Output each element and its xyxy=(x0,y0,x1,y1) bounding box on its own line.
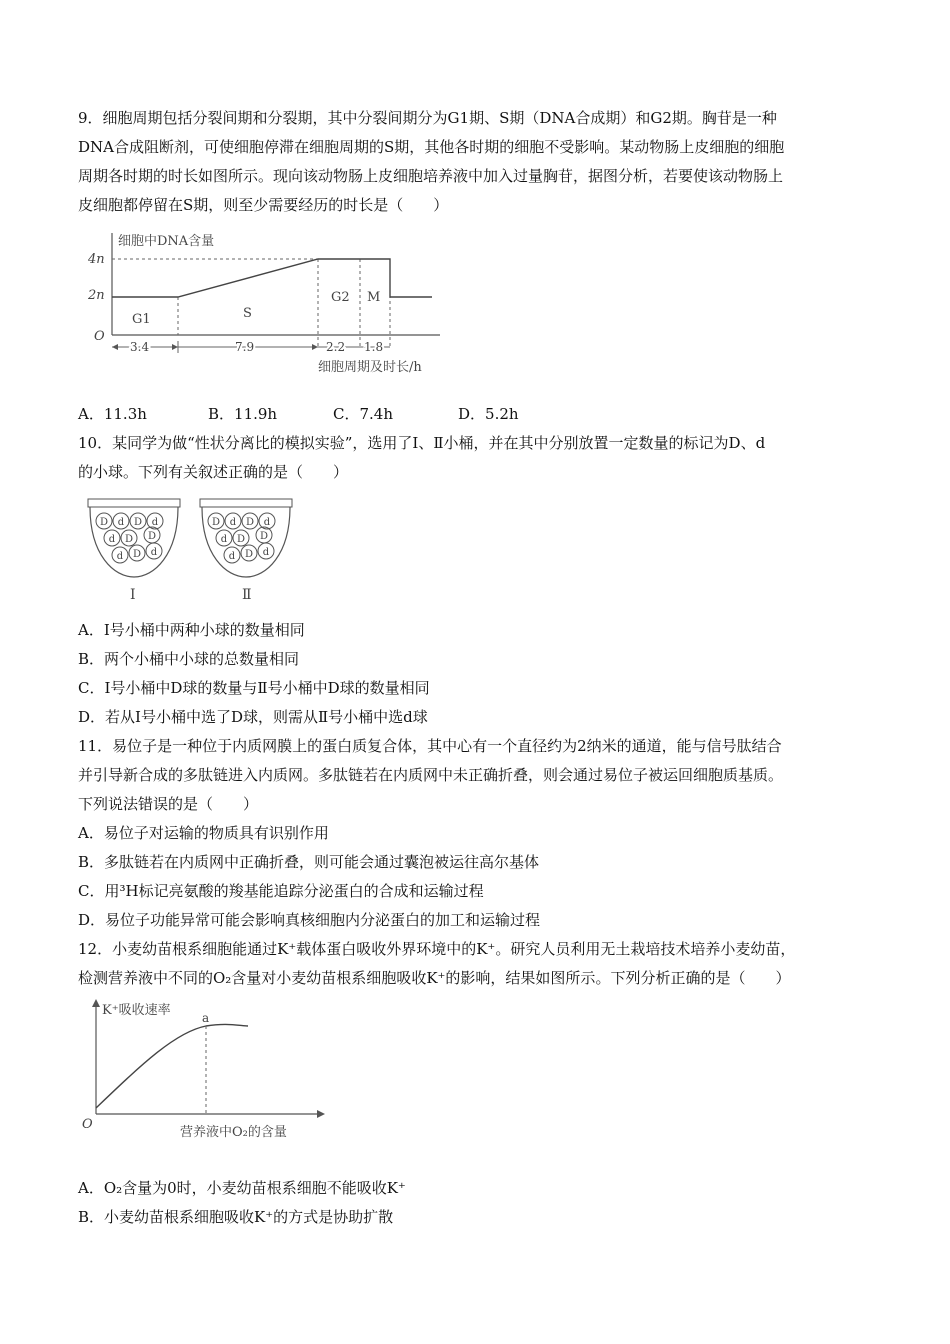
q9-option-c[interactable]: C．7.4h xyxy=(333,405,393,423)
q9-option-d[interactable]: D．5.2h xyxy=(458,405,519,423)
b1-ball: D xyxy=(99,517,109,528)
q11-line-2: 并引导新合成的多肽链进入内质网。多肽链若在内质网中未正确折叠，则会通过易位子被运回细胞质基质。 xyxy=(78,766,784,784)
q9-option-a[interactable]: A．11.3h xyxy=(78,405,147,423)
bucket-1 xyxy=(88,499,180,603)
buckets-figure xyxy=(84,495,304,607)
b2-ball: D xyxy=(244,549,254,560)
phase-g1: G1 xyxy=(132,312,151,327)
k-x-arrow xyxy=(317,1110,325,1118)
q9-option-b[interactable]: B．11.9h xyxy=(208,405,278,423)
phase-m: M xyxy=(367,290,381,305)
b1-ball: D xyxy=(124,534,134,545)
b1-ball: d xyxy=(117,517,125,528)
arrow-g1-right xyxy=(172,344,178,350)
bucket-2-rim xyxy=(200,499,292,507)
y-label-origin: O xyxy=(94,329,105,344)
q11-option-b[interactable]: B．多肽链若在内质网中正确折叠，则可能会通过囊泡被运往高尔基体 xyxy=(78,853,540,871)
q11-option-d[interactable]: D．易位子功能异常可能会影响真核细胞内分泌蛋白的加工和运输过程 xyxy=(78,911,541,929)
b1-ball: D xyxy=(147,531,157,542)
b2-ball: d xyxy=(263,517,271,528)
b2-ball: D xyxy=(259,531,269,542)
arrow-left xyxy=(112,344,118,350)
b1-ball: d xyxy=(151,517,159,528)
q9-line-4: 皮细胞都停留在S期，则至少需要经历的时长是（ ） xyxy=(78,196,449,214)
q9-line-3: 周期各时期的时长如图所示。现向该动物肠上皮细胞培养液中加入过量胸苷，据图分析，若要使该动物肠上 xyxy=(78,167,784,185)
b1-ball: d xyxy=(116,551,124,562)
duration-s: 7.9 xyxy=(235,340,255,354)
b2-ball: D xyxy=(211,517,221,528)
q12-option-b[interactable]: B．小麦幼苗根系细胞吸收K⁺的方式是协助扩散 xyxy=(78,1208,394,1226)
q9-line-2: DNA合成阻断剂，可使细胞停滞在细胞周期的S期，其他各时期的细胞不受影响。某动物肠上皮细胞的细胞 xyxy=(78,138,785,156)
y-label-4n: 4n xyxy=(88,252,105,267)
y-label-2n: 2n xyxy=(88,288,105,303)
q11-line-1: 11．易位子是一种位于内质网膜上的蛋白质复合体，其中心有一个直径约为2纳米的通道，能与信号肽结合 xyxy=(78,737,782,755)
q10-option-a[interactable]: A．Ⅰ号小桶中两种小球的数量相同 xyxy=(78,621,305,639)
bucket-2-label: Ⅱ xyxy=(242,587,252,603)
b2-ball: d xyxy=(220,534,228,545)
k-xlabel: 营养液中O₂的含量 xyxy=(180,1125,287,1140)
duration-g1: 3.4 xyxy=(130,340,150,354)
b1-ball: d xyxy=(108,534,116,545)
phase-s: S xyxy=(243,306,252,321)
k-curve xyxy=(96,1024,248,1108)
dna-content-chart xyxy=(80,225,460,385)
b1-ball: D xyxy=(133,517,143,528)
chart9-title: 细胞中DNA含量 xyxy=(118,234,215,249)
k-ylabel: K⁺吸收速率 xyxy=(102,1003,171,1018)
bucket-1-label: Ⅰ xyxy=(130,587,136,603)
q11-option-c[interactable]: C．用³H标记亮氨酸的羧基能追踪分泌蛋白的合成和运输过程 xyxy=(78,882,484,900)
q12-line-1: 12．小麦幼苗根系细胞能通过K⁺载体蛋白吸收外界环境中的K⁺。研究人员利用无土栽培技术培养小麦幼苗， xyxy=(78,940,796,958)
q10-option-d[interactable]: D．若从Ⅰ号小桶中选了D球，则需从Ⅱ号小桶中选d球 xyxy=(78,708,428,726)
phase-g2: G2 xyxy=(331,290,350,305)
arrow-s-right xyxy=(312,344,318,350)
k-point-a: a xyxy=(202,1011,210,1025)
b2-ball: d xyxy=(262,547,270,558)
q9-line-1: 9．细胞周期包括分裂间期和分裂期，其中分裂间期分为G1期、S期（DNA合成期）和G2期。胸苷是一种 xyxy=(78,109,777,127)
b2-ball: d xyxy=(228,551,236,562)
dna-curve xyxy=(112,259,432,297)
q11-option-a[interactable]: A．易位子对运输的物质具有识别作用 xyxy=(78,824,329,842)
b2-ball: d xyxy=(229,517,237,528)
b2-ball: D xyxy=(236,534,246,545)
q12-line-2: 检测营养液中不同的O₂含量对小麦幼苗根系细胞吸收K⁺的影响，结果如图所示。下列分析正确的是（ ） xyxy=(78,969,791,987)
q10-line-1: 10．某同学为做“性状分离比的模拟实验”，选用了Ⅰ、Ⅱ小桶，并在其中分别放置一定数量的标记为D、d xyxy=(78,434,766,452)
q10-option-b[interactable]: B．两个小桶中小球的总数量相同 xyxy=(78,650,300,668)
duration-m: 1.8 xyxy=(364,340,384,354)
q10-option-c[interactable]: C．Ⅰ号小桶中D球的数量与Ⅱ号小桶中D球的数量相同 xyxy=(78,679,430,697)
q12-option-a[interactable]: A．O₂含量为0时，小麦幼苗根系细胞不能吸收K⁺ xyxy=(78,1179,406,1197)
q9-options xyxy=(78,404,519,424)
k-absorption-chart xyxy=(80,996,330,1146)
bucket-1-rim xyxy=(88,499,180,507)
b1-ball: D xyxy=(132,549,142,560)
k-y-arrow xyxy=(92,999,100,1007)
k-origin: O xyxy=(82,1117,93,1132)
duration-g2: 2.2 xyxy=(326,340,346,354)
b2-ball: D xyxy=(245,517,255,528)
chart9-xlabel: 细胞周期及时长/h xyxy=(318,360,422,375)
bucket-2 xyxy=(200,499,292,603)
q10-line-2: 的小球。下列有关叙述正确的是（ ） xyxy=(78,463,349,481)
q11-line-3: 下列说法错误的是（ ） xyxy=(78,795,259,813)
b1-ball: d xyxy=(150,547,158,558)
